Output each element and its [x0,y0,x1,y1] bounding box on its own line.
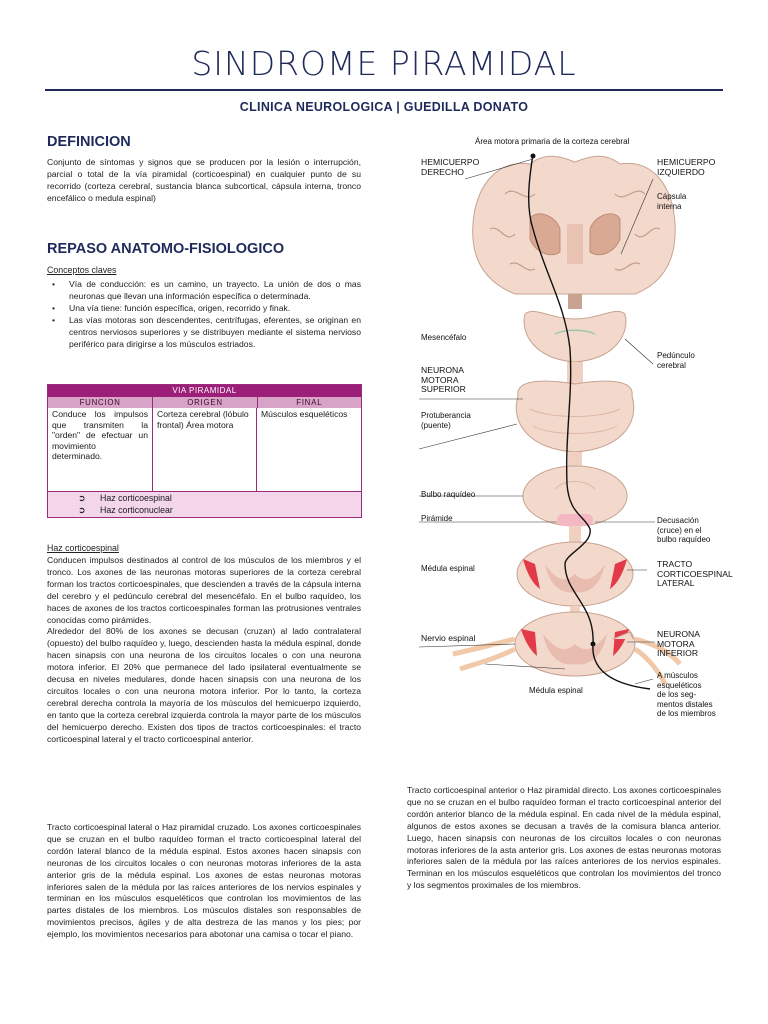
label-tracto-corticoespinal: TRACTO CORTICOESPINAL LATERAL [657,559,733,589]
list-item: • Vía de conducción: es un camino, un trayecto. La unión de dos o mas neuronas que llevan una información específica o determinada. [52,279,361,301]
label-neurona-motora-inferior: NEURONA MOTORA INFERIOR [657,629,700,659]
label-medula-espinal-2: Médula espinal [529,686,583,695]
table-cell-funcion: Conduce los impulsos que transmiten la "orden" de efectuar un movimiento determinado. [48,408,153,491]
label-pedunculo: Pedúnculo cerebral [657,351,695,370]
definicion-heading: DEFINICION [47,134,131,150]
label-hemicuerpo-derecho: HEMICUERPO DERECHO [421,157,480,177]
table-cell-final: Músculos esqueléticos [261,409,348,419]
table-cell-origen: Corteza cerebral (lóbulo frontal) Área motora [153,408,257,491]
label-nervio-espinal: Nervio espinal [421,633,476,643]
table-row [48,408,361,491]
repaso-heading: REPASO ANATOMO-FISIOLOGICO [47,241,285,257]
brain-section [473,156,675,309]
list-item: ➲ Haz corticoespinal [78,493,172,503]
haz-text: Conducen impulsos destinados al control de los músculos de los miembros y el tronco. Los axones de las neuronas motoras superiores de la corteza cerebral forman los tractos corticoespinales, que descienden a través de la cápsula interna del cerebro y el pedúnculo cerebral del mesencéfalo. En el bulbo raquídeo, los haces de axones de los tractos corticoespinales forman las protrusiones ventrales conocidas como pirámides. Alrededor del 80% de los axones se decusan (cruzan) al lado contralateral (opuesto) del bulbo raquídeo y, luego, descienden hasta la médula espinal, donde hacen sinapsis con una neurona de los circuitos locales o con una neurona motora inferior. El 20% que permanece del lado ipsilateral eventualmente se decusa en niveles medulares, donde hacen sinapsis con una neurona de los circuitos locales o con una neurona motora inferior. Por lo tanto, la corteza cerebral derecha controla la mayoría de los músculos del hemicuerpo izquierdo, en tanto que la corteza cerebral izquierda controla la mayor parte de los músculos del hemicuerpo derecho. Existen dos tipos de tractos corticoespinales: el tracto corticoespinal lateral y el tracto corticoespinal anterior. [47,555,361,744]
definicion-text: Conjunto de síntomas y signos que se producen por la lesión o interrupción, parcial o total de la vía piramidal (corticoespinal) en cualquier punto de su recorrido (corteza cerebral, sustancia blanca subcortical, cápsula interna, tronco encefálico o medula espinal) [47,157,361,203]
label-piramide: Pirámide [421,514,453,523]
pyramidal-tract-figure [415,134,735,724]
page-title: SINDROME PIRAMIDAL [191,44,577,83]
label-neurona-motora-superior: NEURONA MOTORA SUPERIOR [421,365,466,395]
label-capsula-interna: Cápsula interna [657,192,687,211]
label-mesencefalo: Mesencéfalo [421,333,467,342]
label-hemicuerpo-izquierdo: HEMICUERPO IZQUIERDO [657,157,716,177]
label-protuberancia: Protuberancia (puente) [421,411,471,430]
list-item: • Las vías motoras son descendentes, centrífugas, eferentes, se originan en centros nerviosos superiores y se distribuyen mediante el sistema nervioso periférico para dirigirse a los músculos estriados. [52,314,361,349]
arrow-icon: ➲ [78,504,86,515]
label-medula-espinal: Médula espinal [421,564,475,573]
label-bulbo: Bulbo raquídeo [421,490,476,499]
via-piramidal-table [47,384,362,518]
label-musculos: A músculos esqueléticos de los seg- mentos distales de los miembros [657,671,716,719]
haz-lateral-text: Tracto corticoespinal lateral o Haz piramidal cruzado. Los axones corticoespinales que se cruzan en el bulbo raquídeo forman el tracto corticoespinal lateral del cordón lateral blanco de la médula espinal. Estos axones hacen sinapsis con neuronas de los circuitos locales o con neuronas motoras inferiores de la asta anterior gris de la médula espinal. Los axones de estas neuronas motoras inferiores salen de la médula por las raíces anteriores de los nervios espinales y terminan en los músculos esqueléticos que controlan los movimientos de las partes distales de los miembros. Los músculos distales son responsables de movimientos precisos, ágiles y de alta destreza de las manos y los pies; por ejemplo, los movimientos necesarios para abotonar una camisa o tocar el piano. [47,822,361,940]
table-footer [48,491,361,517]
column-header: FINAL [296,398,323,407]
haz-title: Haz corticoespinal [47,543,119,553]
column-header: ORIGEN [153,397,257,408]
column-header: FUNCION [48,397,153,408]
list-item: ➲ Haz corticonuclear [78,504,173,515]
arrow-icon: ➲ [78,493,86,503]
label-area-motora: Área motora primaria de la corteza cerebral [475,137,630,146]
label-decusacion: Decusación (cruce) en el bulbo raquídeo [657,516,711,545]
table-header: VIA PIRAMIDAL [48,385,361,397]
page-subtitle: CLINICA NEUROLOGICA | GUEDILLA DONATO [239,100,529,114]
haz-anterior-text: Tracto corticoespinal anterior o Haz piramidal directo. Los axones corticoespinales que no se cruzan en el bulbo raquídeo forman el tracto corticoespinal anterior del cordón anterior blanco de la médula espinal. En cada nivel de la médula espinal, algunos de estos axones se decusan a través de la comisura blanca anterior. Luego, hacen sinapsis con neuronas de los circuitos locales o con neuronas motoras inferiores de la asta anterior gris. Los axones de estas neuronas motoras inferiores salen de la médula por las raíces anteriores de los nervios espinales. Terminan en los músculos esqueléticos que controlan los movimientos del tronco y los segmentos proximales de los miembros. [407,785,721,891]
list-item: • Una vía tiene: función específica, origen, recorrido y finak. [52,302,291,313]
conceptos-title: Conceptos claves [47,265,117,275]
title-rule [45,89,723,91]
conceptos-list [47,279,361,350]
table-column-headers [48,397,361,408]
